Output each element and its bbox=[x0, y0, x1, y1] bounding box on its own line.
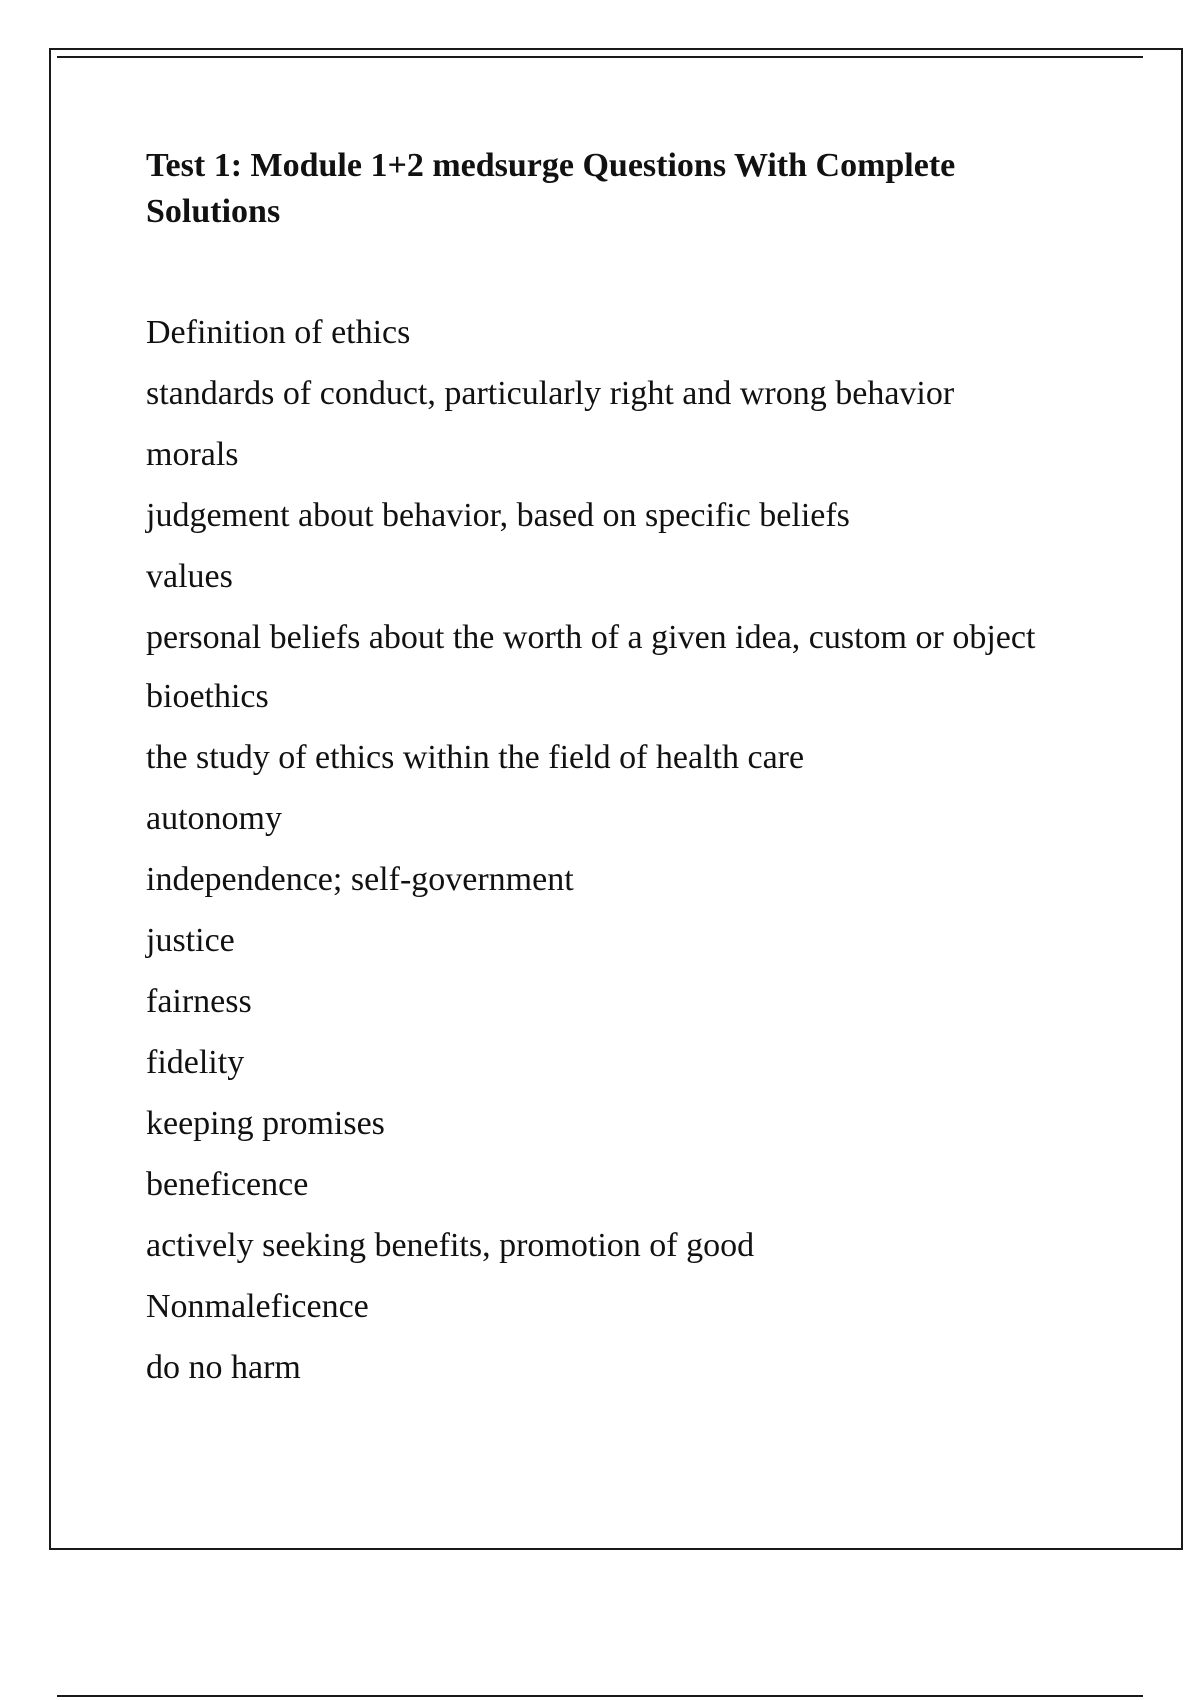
list-item: keeping promises bbox=[146, 1105, 385, 1142]
top-divider-line bbox=[57, 56, 1143, 58]
term-definition-list bbox=[146, 310, 1046, 1406]
list-item: beneficence bbox=[146, 1166, 309, 1203]
list-item: actively seeking benefits, promotion of good bbox=[146, 1227, 755, 1264]
list-item: personal beliefs about the worth of a given idea, custom or object bbox=[146, 619, 1036, 656]
list-item: standards of conduct, particularly right and wrong behavior bbox=[146, 375, 955, 412]
list-item: judgement about behavior, based on specific beliefs bbox=[146, 497, 850, 534]
list-item: Nonmaleficence bbox=[146, 1288, 369, 1325]
list-item: the study of ethics within the field of health care bbox=[146, 739, 805, 776]
document-content bbox=[146, 143, 1046, 1386]
list-item: Definition of ethics bbox=[146, 314, 411, 351]
list-item: morals bbox=[146, 436, 239, 473]
list-item: fairness bbox=[146, 983, 252, 1020]
list-item: justice bbox=[146, 922, 235, 959]
list-item: autonomy bbox=[146, 800, 282, 837]
list-item: do no harm bbox=[146, 1349, 301, 1386]
list-item: independence; self-government bbox=[146, 861, 574, 898]
list-item: values bbox=[146, 558, 233, 595]
document-title: Test 1: Module 1+2 medsurge Questions With Complete Solutions bbox=[146, 147, 956, 230]
list-item: fidelity bbox=[146, 1044, 245, 1081]
bottom-divider-line bbox=[57, 1695, 1143, 1697]
list-item: bioethics bbox=[146, 678, 269, 715]
